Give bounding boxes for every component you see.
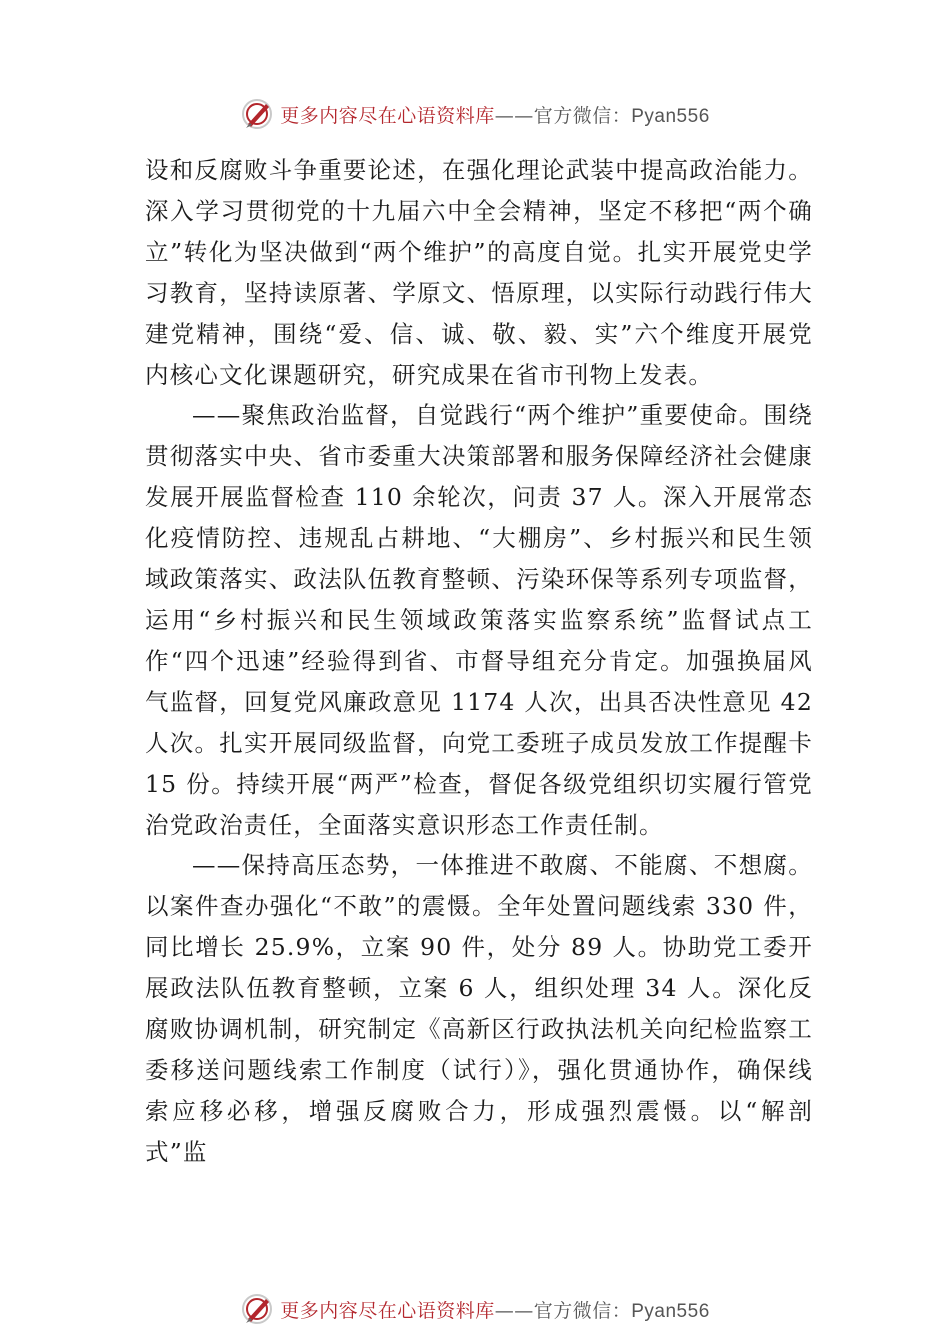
header-banner-text xyxy=(280,101,710,128)
wechat-id: Pyan556 xyxy=(631,105,710,127)
wechat-id: Pyan556 xyxy=(631,1300,710,1322)
document-body xyxy=(145,150,813,1173)
wechat-label: 官方微信： xyxy=(533,104,632,127)
banner-separator: —— xyxy=(494,104,534,127)
header-banner xyxy=(0,94,950,134)
paragraph-anti-corruption: ——保持高压态势，一体推进不敢腐、不能腐、不想腐。以案件查办强化“不敢”的震慑。全年处置问题线索 330 件，同比增长 25.9%，立案 90 件，处分 89 人。协助党工委开展政法队伍教育整顿，立案 6 人，组织处理 34 人。深化反腐败协调机制，研究制定《高新区行政执法机关向纪检监察工委移送问题线索工作制度（试行）》，强化贯通协作，确保线索应移必移，增强反腐败合力，形成强烈震慑。以“解剖式”监 xyxy=(145,851,813,1166)
paragraph-continued: 设和反腐败斗争重要论述，在强化理论武装中提高政治能力。深入学习贯彻党的十九届六中全会精神，坚定不移把“两个确立”转化为坚决做到“两个维护”的高度自觉。扎实开展党史学习教育，坚持读原著、学原文、悟原理，以实际行动践行伟大建党精神，围绕“爱、信、诚、敬、毅、实”六个维度开展党内核心文化课题研究，研究成果在省市刊物上发表。 xyxy=(145,156,813,389)
paragraph-political-supervision: ——聚焦政治监督，自觉践行“两个维护”重要使命。围绕贯彻落实中央、省市委重大决策部署和服务保障经济社会健康发展开展监督检查 110 余轮次，问责 37 人。深入开展常态化疫情防控、违规乱占耕地、“大棚房”、乡村振兴和民生领域政策落实、政法队伍教育整顿、污染环保等系列专项监督，运用“乡村振兴和民生领域政策落实监察系统”监督试点工作“四个迅速”经验得到省、市督导组充分肯定。加强换届风气监督，回复党风廉政意见 1174 人次，出具否决性意见 42 人次。扎实开展同级监督，向党工委班子成员发放工作提醒卡 15 份。持续开展“两严”检查，督促各级党组织切实履行管党治党政治责任，全面落实意识形态工作责任制。 xyxy=(145,401,813,839)
banner-separator: —— xyxy=(494,1299,534,1322)
footer-banner xyxy=(0,1289,950,1329)
pen-logo-icon xyxy=(240,97,274,131)
brand-text: 更多内容尽在心语资料库 xyxy=(280,104,495,127)
brand-text: 更多内容尽在心语资料库 xyxy=(280,1299,495,1322)
footer-banner-text xyxy=(280,1296,710,1323)
wechat-label: 官方微信： xyxy=(533,1299,632,1322)
pen-logo-icon xyxy=(240,1292,274,1326)
